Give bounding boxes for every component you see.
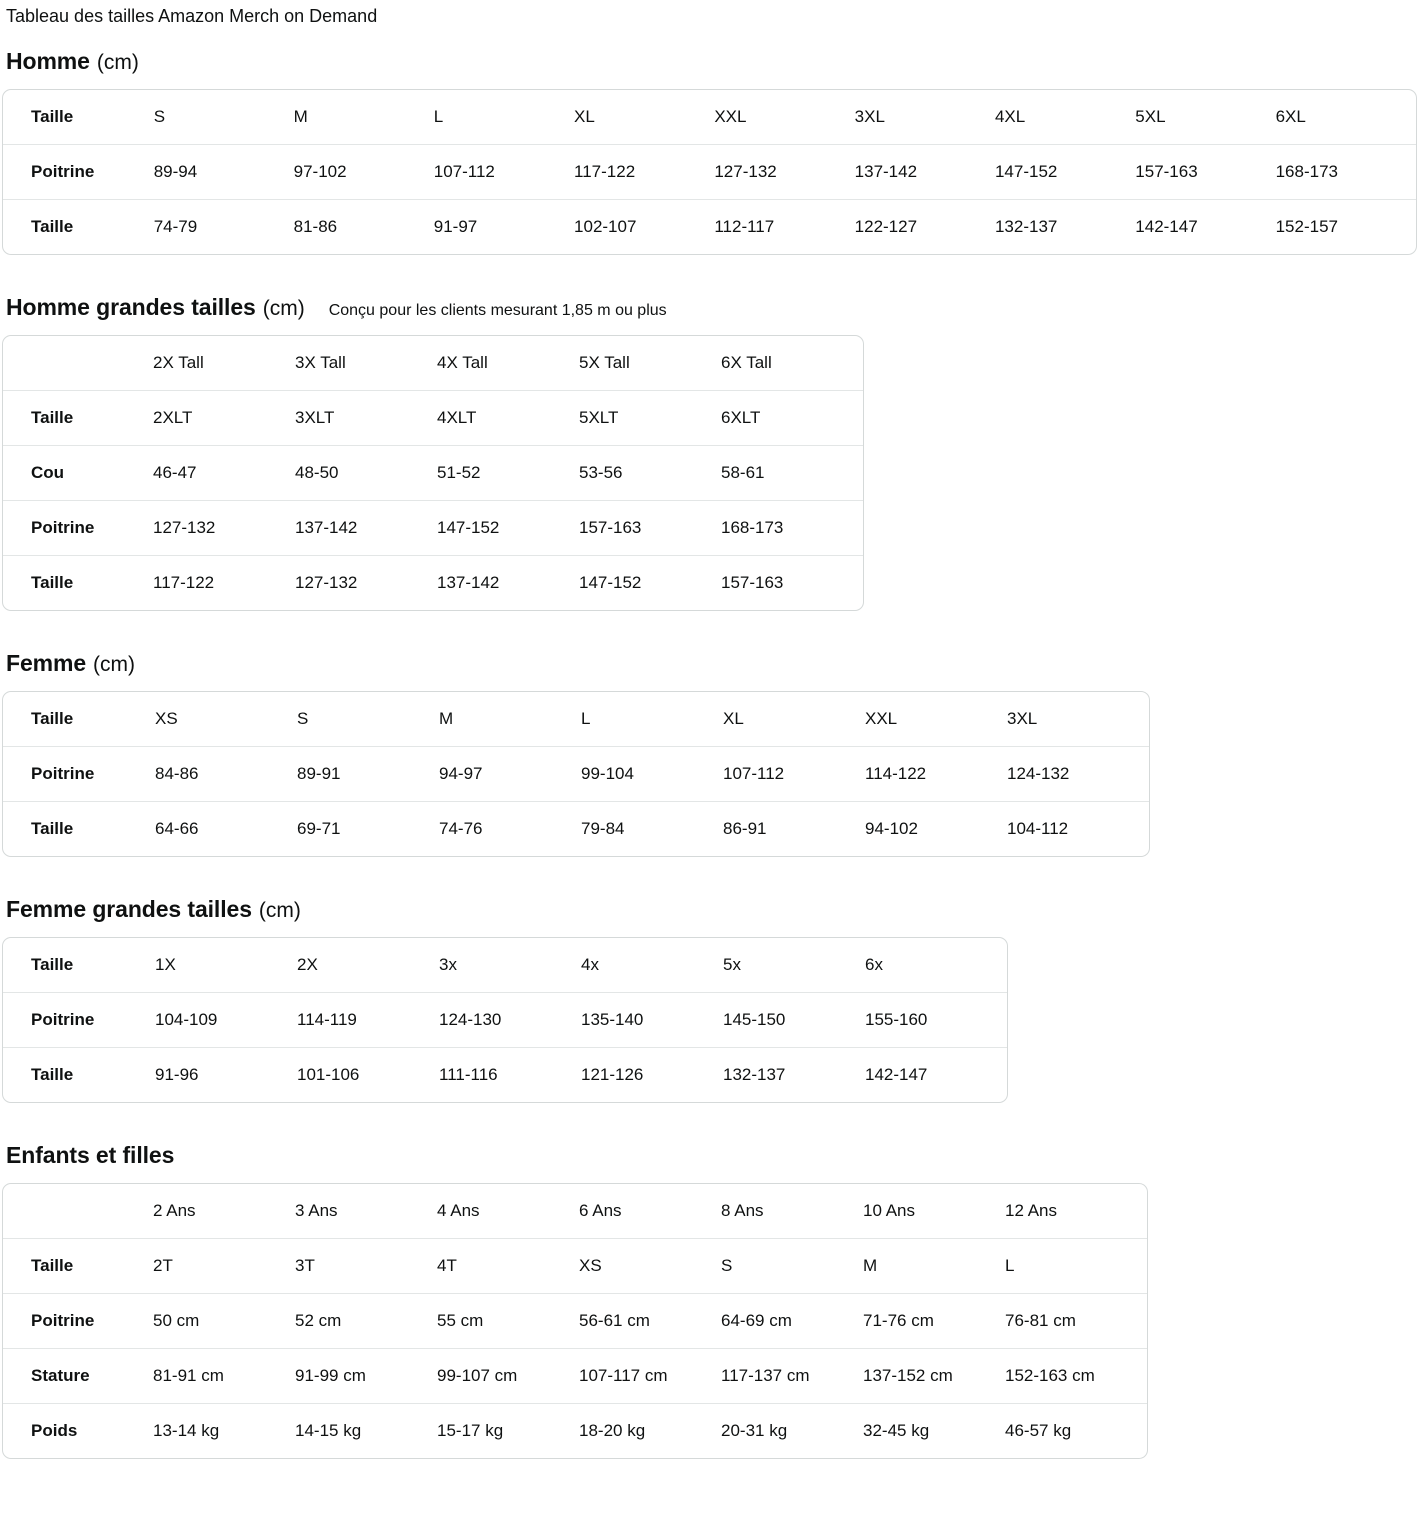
- table-row: [3, 1294, 1147, 1349]
- table-cell: XL: [723, 692, 865, 747]
- table-cell: 4 Ans: [437, 1184, 579, 1239]
- table-cell: 147-152: [579, 573, 642, 592]
- table-cell: 127-132: [153, 501, 295, 556]
- table-cell: 64-66: [155, 819, 199, 838]
- table-cell: 157-163: [721, 573, 784, 592]
- table-cell: S: [154, 90, 294, 145]
- table-cell: 117-122: [153, 573, 215, 592]
- table-cell: 107-112: [723, 747, 865, 802]
- table-cell: 86-91: [723, 819, 767, 838]
- table-cell: XL: [574, 90, 714, 145]
- table-cell: 6XLT: [721, 391, 863, 446]
- table-homme-grandes-tailles: [2, 335, 864, 611]
- table-cell: 2XLT: [153, 391, 295, 446]
- table-cell: 117-122: [574, 145, 714, 200]
- table-cell: L: [581, 692, 723, 747]
- table-row: [3, 1349, 1147, 1404]
- table-cell: XXL: [714, 90, 854, 145]
- table-cell: 74-76: [439, 819, 483, 838]
- row-label: [3, 1184, 153, 1239]
- table-cell: 168-173: [721, 501, 863, 556]
- table-cell: 107-117 cm: [579, 1349, 721, 1404]
- table-cell: 91-97: [433, 217, 478, 236]
- table-cell: M: [294, 90, 434, 145]
- table-cell: 89-94: [154, 145, 294, 200]
- table-cell: 152-163 cm: [1005, 1349, 1147, 1404]
- table-cell: 168-173: [1276, 145, 1416, 200]
- section-unit: (cm): [262, 297, 305, 320]
- row-label: Taille: [3, 391, 153, 446]
- table-cell: 50 cm: [153, 1294, 295, 1349]
- section-unit: (cm): [96, 51, 139, 74]
- table-cell: XXL: [865, 692, 1007, 747]
- table-cell: 56-61 cm: [579, 1294, 721, 1349]
- table-cell: 32-45 kg: [863, 1421, 930, 1440]
- table-cell: 46-57 kg: [1005, 1421, 1072, 1440]
- table-cell: 5X Tall: [579, 336, 721, 391]
- table-cell: 3XL: [855, 90, 995, 145]
- table-row: [3, 938, 1007, 993]
- table-cell: 157-163: [579, 501, 721, 556]
- row-label: Cou: [3, 446, 153, 501]
- table-cell: 104-112: [1007, 819, 1069, 838]
- table-row: [3, 993, 1007, 1048]
- row-label: Taille: [31, 1065, 74, 1084]
- table-cell: 147-152: [995, 145, 1135, 200]
- table-cell: L: [434, 90, 574, 145]
- section-note: Conçu pour les clients mesurant 1,85 m ou plus: [328, 302, 667, 319]
- table-cell: 137-152 cm: [863, 1349, 1005, 1404]
- row-label: Poitrine: [3, 747, 155, 802]
- table-cell: 4XLT: [437, 391, 579, 446]
- table-cell: 53-56: [579, 446, 721, 501]
- table-homme: [2, 89, 1417, 255]
- table-cell: 155-160: [865, 993, 1007, 1048]
- table-cell: 58-61: [721, 446, 863, 501]
- table-cell: S: [297, 692, 439, 747]
- table-cell: 111-116: [439, 1065, 498, 1084]
- table-cell: 4T: [437, 1239, 579, 1294]
- table-cell: 48-50: [295, 446, 437, 501]
- table-cell: 6XL: [1276, 90, 1416, 145]
- table-cell: XS: [579, 1239, 721, 1294]
- table-cell: 121-126: [581, 1065, 644, 1084]
- table-cell: 114-119: [297, 993, 439, 1048]
- table-row: [3, 391, 863, 446]
- table-cell: 1X: [155, 938, 297, 993]
- section-header-homme-grandes-tailles: [0, 294, 1417, 321]
- row-label: Poitrine: [3, 1294, 153, 1349]
- table-cell: 15-17 kg: [437, 1421, 504, 1440]
- table-cell: 10 Ans: [863, 1184, 1005, 1239]
- row-label: [3, 336, 153, 391]
- table-cell: 2 Ans: [153, 1184, 295, 1239]
- table-cell: 107-112: [434, 145, 574, 200]
- row-label: Taille: [3, 1239, 153, 1294]
- table-cell: 99-107 cm: [437, 1349, 579, 1404]
- table-cell: 13-14 kg: [153, 1421, 220, 1440]
- table-cell: 3 Ans: [295, 1184, 437, 1239]
- section-header-femme-grandes-tailles: [0, 896, 1417, 923]
- table-cell: 152-157: [1275, 217, 1338, 236]
- table-row: [3, 145, 1416, 200]
- section-title: Homme: [6, 48, 90, 74]
- table-cell: 52 cm: [295, 1294, 437, 1349]
- table-cell: 5x: [723, 938, 865, 993]
- section-header-homme: [0, 48, 1417, 75]
- table-cell: 114-122: [865, 747, 1007, 802]
- table-cell: 4x: [581, 938, 723, 993]
- table-cell: 84-86: [155, 747, 297, 802]
- row-label: Poitrine: [3, 993, 155, 1048]
- row-label: Taille: [3, 90, 154, 145]
- table-row: [3, 1239, 1147, 1294]
- table-cell: 112-117: [714, 217, 775, 236]
- table-cell: 97-102: [294, 145, 434, 200]
- table-row: [3, 446, 863, 501]
- table-row: [3, 747, 1149, 802]
- table-cell: 6x: [865, 938, 1007, 993]
- table-cell: 74-79: [153, 217, 198, 236]
- table-cell: 5XLT: [579, 391, 721, 446]
- table-row: [3, 90, 1416, 145]
- table-cell: 6X Tall: [721, 336, 863, 391]
- table-cell: 3X Tall: [295, 336, 437, 391]
- section-header-femme: [0, 650, 1417, 677]
- table-cell: 132-137: [723, 1065, 786, 1084]
- table-cell: 6 Ans: [579, 1184, 721, 1239]
- row-label: Poids: [31, 1421, 78, 1440]
- section-title: Femme: [6, 650, 87, 676]
- table-row: [3, 1048, 1007, 1103]
- table-cell: 5XL: [1135, 90, 1275, 145]
- table-cell: 122-127: [854, 217, 918, 236]
- table-cell: 46-47: [153, 446, 295, 501]
- table-cell: 91-96: [155, 1065, 199, 1084]
- table-cell: 20-31 kg: [721, 1421, 788, 1440]
- row-label: Taille: [31, 217, 74, 236]
- table-cell: 137-142: [855, 145, 995, 200]
- table-cell: 89-91: [297, 747, 439, 802]
- table-row: [3, 200, 1416, 255]
- table-cell: 51-52: [437, 446, 579, 501]
- table-cell: 94-97: [439, 747, 581, 802]
- page-title: Tableau des tailles Amazon Merch on Demand: [6, 6, 378, 26]
- table-cell: 81-91 cm: [153, 1349, 295, 1404]
- table-row: [3, 692, 1149, 747]
- row-label: Taille: [3, 692, 155, 747]
- table-cell: 71-76 cm: [863, 1294, 1005, 1349]
- table-cell: 12 Ans: [1005, 1184, 1147, 1239]
- table-cell: 3XLT: [295, 391, 437, 446]
- table-cell: 117-137 cm: [721, 1349, 863, 1404]
- table-row: [3, 336, 863, 391]
- table-cell: 147-152: [437, 501, 579, 556]
- table-femme-grandes-tailles: [2, 937, 1008, 1103]
- table-cell: 91-99 cm: [295, 1349, 437, 1404]
- table-cell: 127-132: [295, 573, 358, 592]
- row-label: Poitrine: [3, 145, 154, 200]
- section-unit: (cm): [258, 899, 301, 922]
- table-cell: 3x: [439, 938, 581, 993]
- table-cell: 104-109: [155, 993, 297, 1048]
- table-cell: M: [439, 692, 581, 747]
- section-title: Homme grandes tailles: [6, 294, 256, 320]
- table-cell: 3T: [295, 1239, 437, 1294]
- section-title: Femme grandes tailles: [6, 896, 252, 922]
- table-cell: 2X: [297, 938, 439, 993]
- table-femme: [2, 691, 1150, 857]
- table-cell: 55 cm: [437, 1294, 579, 1349]
- table-cell: 132-137: [994, 217, 1058, 236]
- table-cell: 14-15 kg: [295, 1421, 362, 1440]
- table-cell: 142-147: [865, 1065, 928, 1084]
- table-cell: 135-140: [581, 993, 723, 1048]
- table-cell: 157-163: [1135, 145, 1275, 200]
- row-label: Taille: [31, 819, 74, 838]
- table-cell: 137-142: [295, 501, 437, 556]
- section-unit: (cm): [93, 653, 136, 676]
- table-row: [3, 802, 1149, 857]
- table-cell: 142-147: [1135, 217, 1198, 236]
- table-cell: 127-132: [714, 145, 854, 200]
- table-cell: 99-104: [581, 747, 723, 802]
- table-cell: 8 Ans: [721, 1184, 863, 1239]
- table-cell: M: [863, 1239, 1005, 1294]
- table-row: [3, 1404, 1147, 1459]
- table-cell: 124-130: [439, 993, 581, 1048]
- table-cell: 102-107: [574, 217, 637, 236]
- table-cell: 2X Tall: [153, 336, 295, 391]
- section-header-enfants-et-filles: [0, 1142, 1417, 1169]
- row-label: Stature: [3, 1349, 153, 1404]
- table-cell: 4XL: [995, 90, 1135, 145]
- table-cell: 81-86: [293, 217, 338, 236]
- section-title: Enfants et filles: [6, 1142, 175, 1168]
- row-label: Poitrine: [3, 501, 153, 556]
- table-cell: 101-106: [297, 1065, 360, 1084]
- table-cell: 137-142: [437, 573, 500, 592]
- table-cell: 2T: [153, 1239, 295, 1294]
- table-cell: 94-102: [865, 819, 918, 838]
- table-cell: 18-20 kg: [579, 1421, 646, 1440]
- table-cell: 69-71: [297, 819, 341, 838]
- table-cell: 124-132: [1007, 747, 1149, 802]
- table-row: [3, 556, 863, 611]
- table-cell: 76-81 cm: [1005, 1294, 1147, 1349]
- table-row: [3, 1184, 1147, 1239]
- table-cell: 145-150: [723, 993, 865, 1048]
- table-cell: XS: [155, 692, 297, 747]
- row-label: Taille: [31, 573, 74, 592]
- table-cell: 3XL: [1007, 692, 1149, 747]
- table-row: [3, 501, 863, 556]
- row-label: Taille: [3, 938, 155, 993]
- table-cell: L: [1005, 1239, 1147, 1294]
- table-cell: 79-84: [581, 819, 625, 838]
- table-cell: 4X Tall: [437, 336, 579, 391]
- table-cell: S: [721, 1239, 863, 1294]
- table-enfants-et-filles: [2, 1183, 1148, 1459]
- table-cell: 64-69 cm: [721, 1294, 863, 1349]
